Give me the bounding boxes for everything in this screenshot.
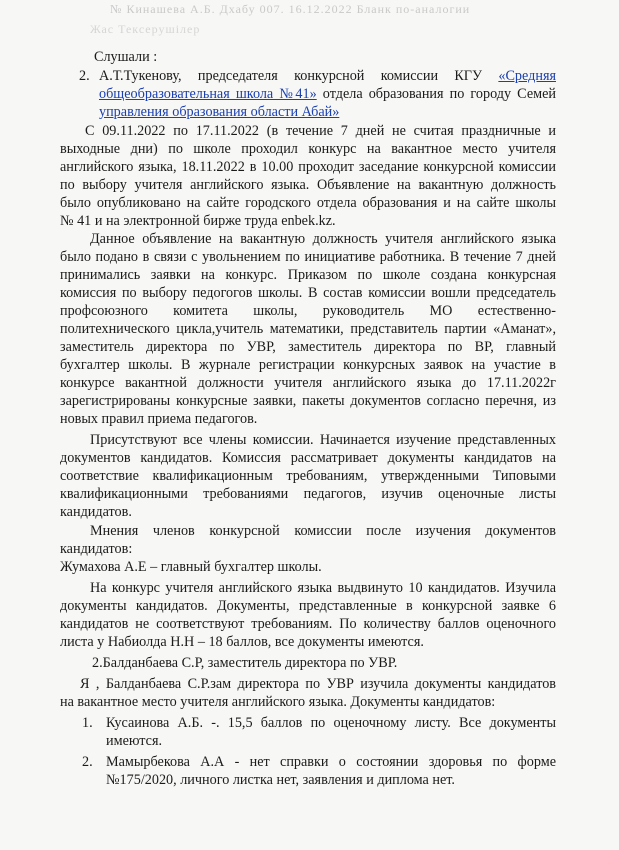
text-line: английского языка, 18.11.2022 в 10.00 проходит заседание конкурсной комиссии [60, 159, 556, 175]
list-item: Кусаинова А.Б. -. 15,5 баллов по оценочному листу. Все документы [106, 715, 556, 731]
text-line: 2.Балданбаева С.Р, заместитель директора по УВР. [92, 655, 398, 671]
text-line: На конкурс учителя английского языка выдвинуто 10 кандидатов. Изучила [90, 580, 556, 596]
item-text: А.Т.Тукенову, председателя конкурсной комиссии КГУ [99, 68, 499, 84]
list-item: имеются. [106, 733, 163, 749]
item-text: отдела образования по городу Семей [316, 86, 556, 102]
text-line: листа у Набиолда Н.Н – 18 баллов, все документы имеются. [60, 634, 424, 650]
text-line: принимались заявки на конкурс. Приказом по школе создана конкурсная [60, 267, 556, 283]
text-line: Присутствуют все члены комиссии. Начинается изучение представленных [90, 432, 556, 448]
heard-label: Слушали : [94, 49, 158, 65]
list-number: 1. [82, 715, 93, 731]
text-line: Я , Балданбаева С.Р.зам директора по УВР изучила документы кандидатов [80, 676, 556, 692]
text-line: бухгалтер школы. В журнале регистрации конкурсных заявок на участие в [60, 357, 556, 373]
bleed-through-text: № Кинашева А.Б. Дхабу 007. 16.12.2022 Бланк по-аналогии [110, 2, 471, 16]
list-item: №175/2020, личного листка нет, заявления и диплома нет. [106, 772, 455, 788]
school-link[interactable]: управления образования области Абай» [99, 104, 340, 120]
text-line: № 41 и на электронной бирже труда enbek.kz. [60, 213, 336, 229]
school-link[interactable]: «Средняя [498, 68, 556, 84]
text-line: политехнического цикла,учитель математики, представитель партии «Аманат», [60, 321, 556, 337]
text-line: кандидатов не соответствуют требованиям. По количеству баллов оценочного [60, 616, 556, 632]
text-line: заместитель директора по УВР, заместитель директора по ВР, главный [60, 339, 556, 355]
text-line: было подано в связи с увольнением по инициативе работника. В течение 7 дней [60, 249, 556, 265]
text-line: Мнения членов конкурсной комиссии после изучения документов [90, 523, 556, 539]
bleed-through-text-2: Жас Тексерушілер [90, 22, 201, 36]
text-line: документы кандидатов. Документы, представленные в конкурсной заявке 6 [60, 598, 556, 614]
item-line [99, 68, 556, 85]
text-line: по выбору учителя английского языка. Объявление на вакантную должность [60, 177, 556, 193]
item-line [99, 104, 595, 121]
item-number: 2. [79, 68, 90, 84]
text-line: соответствие квалификационным требованиям, утвержденными Типовыми [60, 468, 556, 484]
text-line: документов кандидатов. Комиссия рассматривает документы кандидатов на [60, 450, 556, 466]
text-line: новых правил приема педагогов. [60, 411, 258, 427]
text-line: квалификационными требованиями педагогов, изучив оценочные листы [60, 486, 556, 502]
text-line: на вакантное место учителя английского языка. Документы кандидатов: [60, 694, 496, 710]
text-line: Данное объявление на вакантную должность учителя английского языка [90, 231, 556, 247]
list-number: 2. [82, 754, 93, 770]
item-line [99, 86, 556, 103]
list-item: Мамырбекова А.А - нет справки о состоянии здоровья по форме [106, 754, 556, 770]
school-link[interactable]: общеобразовательная школа №41» [99, 86, 317, 102]
text-line: Жумахова А.Е – главный бухгалтер школы. [60, 559, 322, 575]
text-line: комиссия по выбору педогогов школы. В состав комиссии вошли председатель [60, 285, 556, 301]
text-line: зарегистрированы конкурсные заявки, пакеты документов согласно перечня, из [60, 393, 556, 409]
text-line: кандидатов: [60, 541, 133, 557]
text-line: было опубликовано на сайте городского отдела образования и на сайте школы [60, 195, 556, 211]
text-line: конкурсе вакантной должности учителя английского языка до 17.11.2022г [60, 375, 556, 391]
text-line: С 09.11.2022 по 17.11.2022 (в течение 7 дней не считая праздничные и [85, 123, 556, 139]
text-line: кандидатов. [60, 504, 132, 520]
text-line: профсоюзного комитета школы, руководитель МО естественно- [60, 303, 556, 319]
text-line: выходные дни) по школе проходил конкурс на вакантное место учителя [60, 141, 556, 157]
